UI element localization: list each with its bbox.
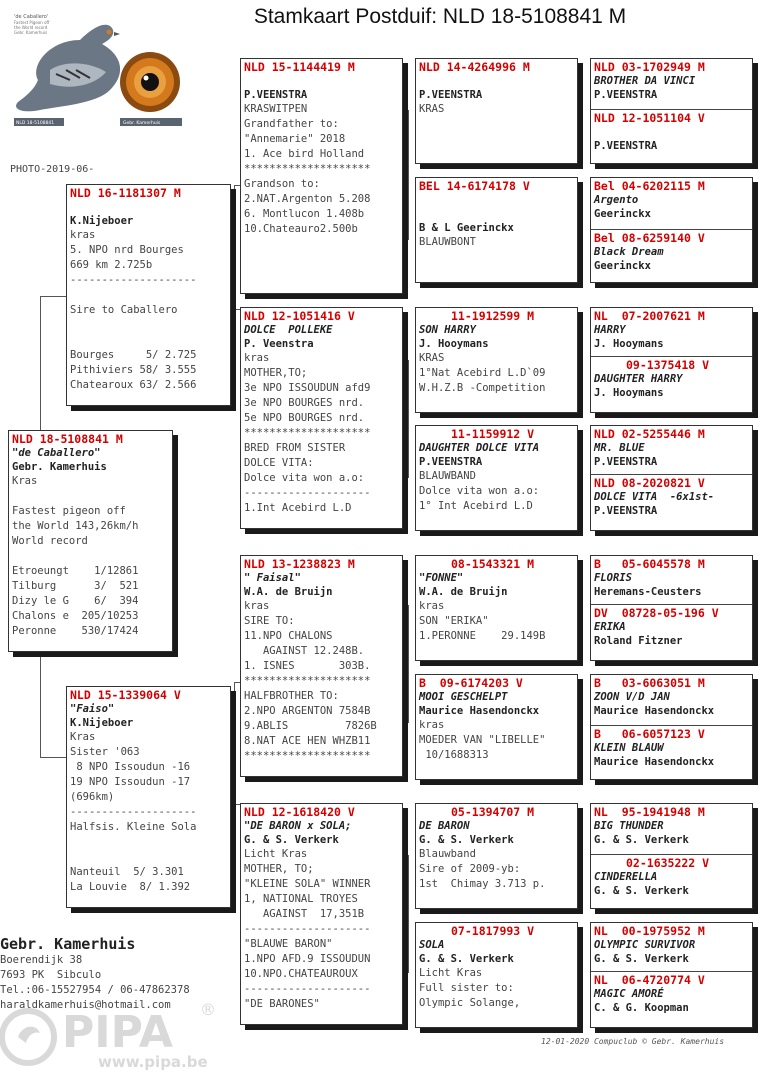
breeder-name: Maurice Hasendonckx — [594, 705, 715, 717]
ring-number: 05-1394707 M — [451, 805, 535, 819]
great-grandparent-card — [415, 425, 578, 531]
pigeon-name: KLEIN BLAUW — [594, 742, 664, 754]
ring-number: NL 00-1975952 M — [594, 924, 705, 938]
ring-number: NL 07-2007621 M — [594, 309, 705, 323]
info-line: Sister '063 — [70, 746, 140, 758]
breeder-name: W.A. de Bruijn — [419, 586, 508, 598]
info-line: 1°Nat Acebird L.D`09 — [419, 367, 546, 379]
ring-number: NLD 02-5255446 M — [594, 427, 705, 441]
info-line: 1.NPO AFD.9 ISSOUDUN — [244, 953, 371, 965]
ring-number: B 09-6174203 V — [419, 676, 523, 690]
sire-card — [66, 184, 231, 406]
pigeon-name: "DE BARON x SOLA; — [244, 820, 352, 832]
ancestor-sire — [594, 309, 748, 351]
info-line: kras — [70, 229, 96, 241]
info-line: 2.NPO ARGENTON 7584B — [244, 705, 371, 717]
info-line: 5. NPO nrd Bourges — [70, 244, 184, 256]
ancestor-sire — [594, 676, 748, 718]
breeder-name: Roland Fitzner — [594, 635, 683, 647]
ring-number: NLD 13-1238823 M — [244, 557, 355, 571]
ancestor-pair-card — [590, 674, 753, 780]
info-line: -------------------- — [70, 274, 197, 286]
pigeon-name: " Faisal" — [244, 572, 301, 584]
info-line: ******************** — [244, 163, 371, 175]
info-line: -------------------- — [244, 487, 371, 499]
breeder-name: W.A. de Bruijn — [244, 586, 333, 598]
info-line: 8 NPO Issoudun -16 — [70, 761, 191, 773]
pigeon-name — [70, 200, 226, 214]
info-line: (696km) — [70, 791, 115, 803]
photo-text-1: 'de Caballero' — [14, 14, 49, 20]
ancestor-dam — [594, 856, 748, 898]
connector-line — [234, 682, 235, 804]
pigeon-name: OLYMPIC SURVIVOR — [594, 939, 696, 951]
info-line: Pithiviers 58/ 3.555 — [70, 364, 197, 376]
info-line: Dizy le G 6/ 394 — [12, 595, 139, 607]
info-line: La Louvie 8/ 1.392 — [70, 881, 191, 893]
ancestor-pair-card — [590, 177, 753, 283]
connector-line — [408, 110, 409, 240]
divider — [591, 971, 752, 972]
info-line — [12, 549, 168, 564]
connector-line — [234, 185, 235, 309]
ancestor-dam — [594, 111, 748, 153]
info-line: 1. Ace bird Holland — [244, 148, 365, 160]
breeder-name: P.VEENSTRA — [594, 505, 658, 517]
page-title: Stamkaart Postduif: NLD 18-5108841 M — [253, 5, 627, 28]
ring-number: B 05-6045578 M — [594, 557, 705, 571]
ring-number: NLD 12-1618420 V — [244, 805, 355, 819]
breeder-name: J. Hooymans — [594, 338, 664, 350]
grandparent-card — [240, 58, 403, 294]
breeder-name: P.VEENSTRA — [419, 89, 483, 101]
info-line: -------------------- — [244, 923, 371, 935]
ring-number: NLD 12-1051416 V — [244, 309, 355, 323]
pigeon-name — [594, 125, 748, 139]
great-grandparent-card — [415, 674, 578, 780]
pigeon-illustration — [10, 10, 186, 128]
info-line: the World 143,26km/h — [12, 520, 139, 532]
info-line: Olympic Solange, — [419, 997, 521, 1009]
ring-number: 11-1912599 M — [451, 309, 535, 323]
owner-phone: Tel.:06-15527954 / 06-47862378 — [0, 984, 190, 996]
photo-tag-ring: NLD 18-5108841 — [16, 121, 55, 126]
connector-line — [40, 296, 66, 297]
divider — [591, 854, 752, 855]
divider — [591, 229, 752, 230]
info-line: BLAUWBONT — [419, 236, 476, 248]
photo-text-3: the World record — [14, 25, 48, 30]
ancestor-pair-card — [590, 922, 753, 1028]
info-line: 1. ISNES 303B. — [244, 660, 371, 672]
connector-line — [40, 757, 66, 758]
pipa-url: www.pipa.be — [98, 1053, 208, 1071]
info-line: 2.NAT.Argenton 5.208 — [244, 193, 371, 205]
info-line: Licht Kras — [244, 848, 308, 860]
breeder-name: Maurice Hasendonckx — [419, 705, 540, 717]
pigeon-name: Black Dream — [594, 246, 664, 258]
ring-number: 07-1817993 V — [451, 924, 535, 938]
pigeon-name: "Faiso" — [70, 703, 115, 715]
ring-number: B 06-6057123 V — [594, 727, 705, 741]
footer-credit: 12-01-2020 Compuclub © Gebr. Kamerhuis — [541, 1037, 725, 1046]
ancestor-sire — [594, 924, 748, 966]
info-line: HALFBROTHER TO: — [244, 690, 339, 702]
info-line: -------------------- — [70, 806, 197, 818]
photo-tag-owner: Gebr. Kamerhuis — [123, 121, 161, 126]
breeder-name: J. Hooymans — [419, 338, 489, 350]
pipa-logo — [0, 985, 220, 1075]
ring-number: NLD 14-4264996 M — [419, 60, 530, 74]
dam-card — [66, 686, 231, 908]
ring-number: 11-1159912 V — [451, 427, 535, 441]
info-line: 11.NPO CHALONS — [244, 630, 333, 642]
info-line: Kras — [12, 475, 38, 487]
pigeon-name: DE BARON — [419, 820, 470, 832]
info-line: Bourges 5/ 2.725 — [70, 349, 197, 361]
ancestor-dam — [594, 606, 748, 648]
info-line: 3e NPO ISSOUDUN afd9 — [244, 382, 371, 394]
pigeon-name: DOLCE POLLEKE — [244, 324, 333, 336]
info-line: MOEDER VAN "LIBELLE" — [419, 734, 546, 746]
owner-name: Gebr. Kamerhuis — [0, 935, 136, 953]
pigeon-name: SOLA — [419, 939, 445, 951]
info-line: Tilburg 3/ 521 — [12, 580, 139, 592]
pigeon-name: HARRY — [594, 324, 626, 336]
great-grandparent-card — [415, 922, 578, 1028]
subject-card — [8, 430, 173, 652]
info-line: Peronne 530/17424 — [12, 625, 139, 637]
breeder-name: G. & S. Verkerk — [594, 834, 689, 846]
breeder-name: P. Veenstra — [244, 338, 314, 350]
info-line: 19 NPO Issoudun -17 — [70, 776, 191, 788]
breeder-name: P.VEENSTRA — [594, 140, 658, 152]
grandparent-card — [240, 555, 403, 777]
info-line: Blauwband — [419, 848, 476, 860]
ring-number: NLD 03-1702949 M — [594, 60, 705, 74]
breeder-name — [419, 207, 573, 221]
info-line: W.H.Z.B -Competition — [419, 382, 546, 394]
info-line: BRED FROM SISTER — [244, 442, 346, 454]
info-line: 669 km 2.725b — [70, 259, 153, 271]
info-line — [70, 333, 226, 348]
photo-caption: PHOTO-2019-06- — [10, 164, 95, 175]
breeder-name: Geerinckx — [594, 208, 651, 220]
pipa-watermark — [0, 985, 220, 1075]
registered-mark: ® — [200, 1000, 216, 1019]
owner-city: 7693 PK Sibculo — [0, 969, 102, 981]
ancestor-sire — [594, 427, 748, 469]
info-line: KRAS — [419, 103, 445, 115]
great-grandparent-card — [415, 555, 578, 661]
breeder-name: P.VEENSTRA — [419, 456, 483, 468]
ancestor-pair-card — [590, 803, 753, 909]
ring-number: 08-1543321 M — [451, 557, 535, 571]
ring-number: BEL 14-6174178 V — [419, 179, 530, 193]
ring-number: NL 95-1941948 M — [594, 805, 705, 819]
pigeon-name: BIG THUNDER — [594, 820, 664, 832]
info-line: 8.NAT ACE HEN WHZB11 — [244, 735, 371, 747]
pigeon-name — [244, 74, 398, 88]
info-line: kras — [419, 600, 445, 612]
ancestor-dam — [594, 231, 748, 273]
info-line: Licht Kras — [419, 967, 483, 979]
info-line: BLAUWBAND — [419, 470, 476, 482]
breeder-name: K.Nijeboer — [70, 717, 134, 729]
info-line: ******************** — [244, 675, 371, 687]
photo-text-4: Gebr. Kamerhuis — [14, 30, 48, 35]
pigeon-name — [419, 193, 573, 207]
ancestor-sire — [594, 557, 748, 599]
pigeon-photo — [10, 10, 186, 128]
info-line: -------------------- — [244, 983, 371, 995]
ancestor-sire — [594, 60, 748, 102]
ancestor-dam — [594, 727, 748, 769]
info-line: World record — [12, 535, 88, 547]
info-line: Sire to Caballero — [70, 304, 178, 316]
ancestor-pair-card — [590, 58, 753, 164]
breeder-name: G. & S. Verkerk — [594, 953, 689, 965]
info-line: Fastest pigeon off — [12, 505, 126, 517]
info-line — [70, 288, 226, 303]
ancestor-sire — [594, 805, 748, 847]
pigeon-name: CINDERELLA — [594, 871, 658, 883]
ancestor-dam — [594, 973, 748, 1015]
info-line: "Annemarie" 2018 — [244, 133, 346, 145]
ancestor-dam — [594, 358, 748, 400]
info-line: SIRE TO: — [244, 615, 295, 627]
ancestor-sire — [594, 179, 748, 221]
info-line: AGAINST 12.248B. — [244, 645, 365, 657]
owner-email: haraldkamerhuis@hotmail.com — [0, 999, 171, 1011]
connector-line — [408, 855, 409, 973]
great-grandparent-card — [415, 803, 578, 909]
pigeon-name: MAGIC AMORÉ — [594, 988, 664, 1000]
breeder-name: B & L Geerinckx — [419, 222, 514, 234]
ring-number: NLD 18-5108841 M — [12, 432, 123, 446]
info-line: "BLAUWE BARON" — [244, 938, 333, 950]
pigeon-name: MR. BLUE — [594, 442, 645, 454]
info-line: AGAINST 17,351B — [244, 908, 365, 920]
pigeon-name: "de Caballero" — [12, 447, 101, 459]
ring-number: NLD 15-1144419 M — [244, 60, 355, 74]
info-line: SON "ERIKA" — [419, 615, 489, 627]
breeder-name: P.VEENSTRA — [594, 456, 658, 468]
breeder-name: J. Hooymans — [594, 387, 664, 399]
connector-line — [408, 360, 409, 478]
connector-line — [40, 652, 41, 757]
info-line: 10.NPO.CHATEAUROUX — [244, 968, 358, 980]
info-line: 10/1688313 — [419, 749, 489, 761]
info-line: kras — [244, 600, 270, 612]
breeder-name: C. & G. Koopman — [594, 1002, 689, 1014]
pigeon-name: "FONNE" — [419, 572, 464, 584]
ancestor-dam — [594, 476, 748, 518]
grandparent-card — [240, 307, 403, 529]
info-line: 1.PERONNE 29.149B — [419, 630, 546, 642]
ancestor-pair-card — [590, 307, 753, 413]
breeder-name: Geerinckx — [594, 260, 651, 272]
ring-number: DV 08728-05-196 V — [594, 606, 719, 620]
pigeon-name: ZOON V/D JAN — [594, 691, 670, 703]
info-line: 10.Chateauro2.500b — [244, 223, 358, 235]
pigeon-name: DOLCE VITA -6x1st- — [594, 491, 715, 503]
breeder-name: Maurice Hasendonckx — [594, 756, 715, 768]
great-grandparent-card — [415, 177, 578, 283]
pigeon-name — [419, 74, 573, 88]
divider — [591, 109, 752, 110]
info-line: MOTHER, TO; — [244, 863, 314, 875]
ring-number: NLD 16-1181307 M — [70, 186, 181, 200]
great-grandparent-card — [415, 307, 578, 413]
info-line — [70, 318, 226, 333]
ring-number: B 03-6063051 M — [594, 676, 705, 690]
divider — [591, 725, 752, 726]
divider — [591, 356, 752, 357]
info-line: KRASWITPEN — [244, 103, 308, 115]
info-line: Nanteuil 5/ 3.301 — [70, 866, 184, 878]
connector-line — [40, 296, 41, 430]
info-line: DOLCE VITA: — [244, 457, 314, 469]
info-line: Chatearoux 63/ 2.566 — [70, 379, 197, 391]
ring-number: Bel 08-6259140 V — [594, 231, 705, 245]
info-line: kras — [419, 719, 445, 731]
ring-number: NL 06-4720774 V — [594, 973, 705, 987]
info-line — [70, 850, 226, 865]
info-line: kras — [244, 352, 270, 364]
breeder-name: Heremans-Ceusters — [594, 586, 702, 598]
info-line: KRAS — [419, 352, 445, 364]
pipa-logo-text: PIPA — [62, 1007, 173, 1058]
pigeon-name: DAUGHTER DOLCE VITA — [419, 442, 540, 454]
info-line — [70, 835, 226, 850]
connector-line — [408, 605, 409, 723]
great-grandparent-card — [415, 58, 578, 164]
info-line: ******************** — [244, 750, 371, 762]
pigeon-name: Argento — [594, 194, 639, 206]
info-line: 1, NATIONAL TROYES — [244, 893, 358, 905]
grandparent-card — [240, 803, 403, 1025]
info-line: ******************** — [244, 427, 371, 439]
pigeon-name: SON HARRY — [419, 324, 476, 336]
ring-number: NLD 12-1051104 V — [594, 111, 705, 125]
divider — [591, 604, 752, 605]
info-line: Grandfather to: — [244, 118, 339, 130]
info-line: Etroeungt 1/12861 — [12, 565, 139, 577]
breeder-name: Gebr. Kamerhuis — [12, 461, 107, 473]
ancestor-pair-card — [590, 555, 753, 661]
ring-number: Bel 04-6202115 M — [594, 179, 705, 193]
info-line: Halfsis. Kleine Sola — [70, 821, 197, 833]
breeder-name: G. & S. Verkerk — [244, 834, 339, 846]
breeder-name: G. & S. Verkerk — [594, 885, 689, 897]
pigeon-name: MOOI GESCHELPT — [419, 691, 508, 703]
info-line: 1° Int Acebird L.D — [419, 500, 533, 512]
info-line: "DE BARONES" — [244, 998, 320, 1010]
info-line: 1st Chimay 3.713 p. — [419, 878, 546, 890]
breeder-name: G. & S. Verkerk — [419, 953, 514, 965]
ancestor-pair-card — [590, 425, 753, 531]
ring-number: 02-1635222 V — [626, 856, 710, 870]
info-line: "KLEINE SOLA" WINNER — [244, 878, 371, 890]
pigeon-name: ERIKA — [594, 621, 626, 633]
info-line: 3e NPO BOURGES nrd. — [244, 397, 365, 409]
ring-number: NLD 15-1339064 V — [70, 688, 181, 702]
breeder-name: P.VEENSTRA — [244, 89, 308, 101]
breeder-name: P.VEENSTRA — [594, 89, 658, 101]
photo-text-2: Fastest Pigeon off — [14, 20, 50, 25]
info-line — [12, 489, 168, 504]
info-line: 5e NPO BOURGES nrd. — [244, 412, 365, 424]
ring-number: NLD 08-2020821 V — [594, 476, 705, 490]
info-line: Kras — [70, 731, 96, 743]
pigeon-name: FLORIS — [594, 572, 632, 584]
owner-address: Boerendijk 38 — [0, 954, 83, 966]
info-line: 6. Montlucon 1.408b — [244, 208, 365, 220]
pigeon-name: DAUGHTER HARRY — [594, 373, 683, 385]
info-line: Dolce vita won a.o: — [244, 472, 365, 484]
info-line: Dolce vita won a.o: — [419, 485, 540, 497]
breeder-name: G. & S. Verkerk — [419, 834, 514, 846]
info-line: Sire of 2009-yb: — [419, 863, 521, 875]
info-line: MOTHER,TO; — [244, 367, 308, 379]
info-line: Chalons e 205/10253 — [12, 610, 139, 622]
divider — [591, 474, 752, 475]
info-line: 9.ABLIS 7826B — [244, 720, 377, 732]
breeder-name: K.Nijeboer — [70, 215, 134, 227]
info-line: 1.Int Acebird L.D — [244, 502, 352, 514]
info-line: Grandson to: — [244, 178, 320, 190]
info-line: Full sister to: — [419, 982, 514, 994]
pigeon-name: BROTHER DA VINCI — [594, 75, 696, 87]
ring-number: 09-1375418 V — [626, 358, 710, 372]
